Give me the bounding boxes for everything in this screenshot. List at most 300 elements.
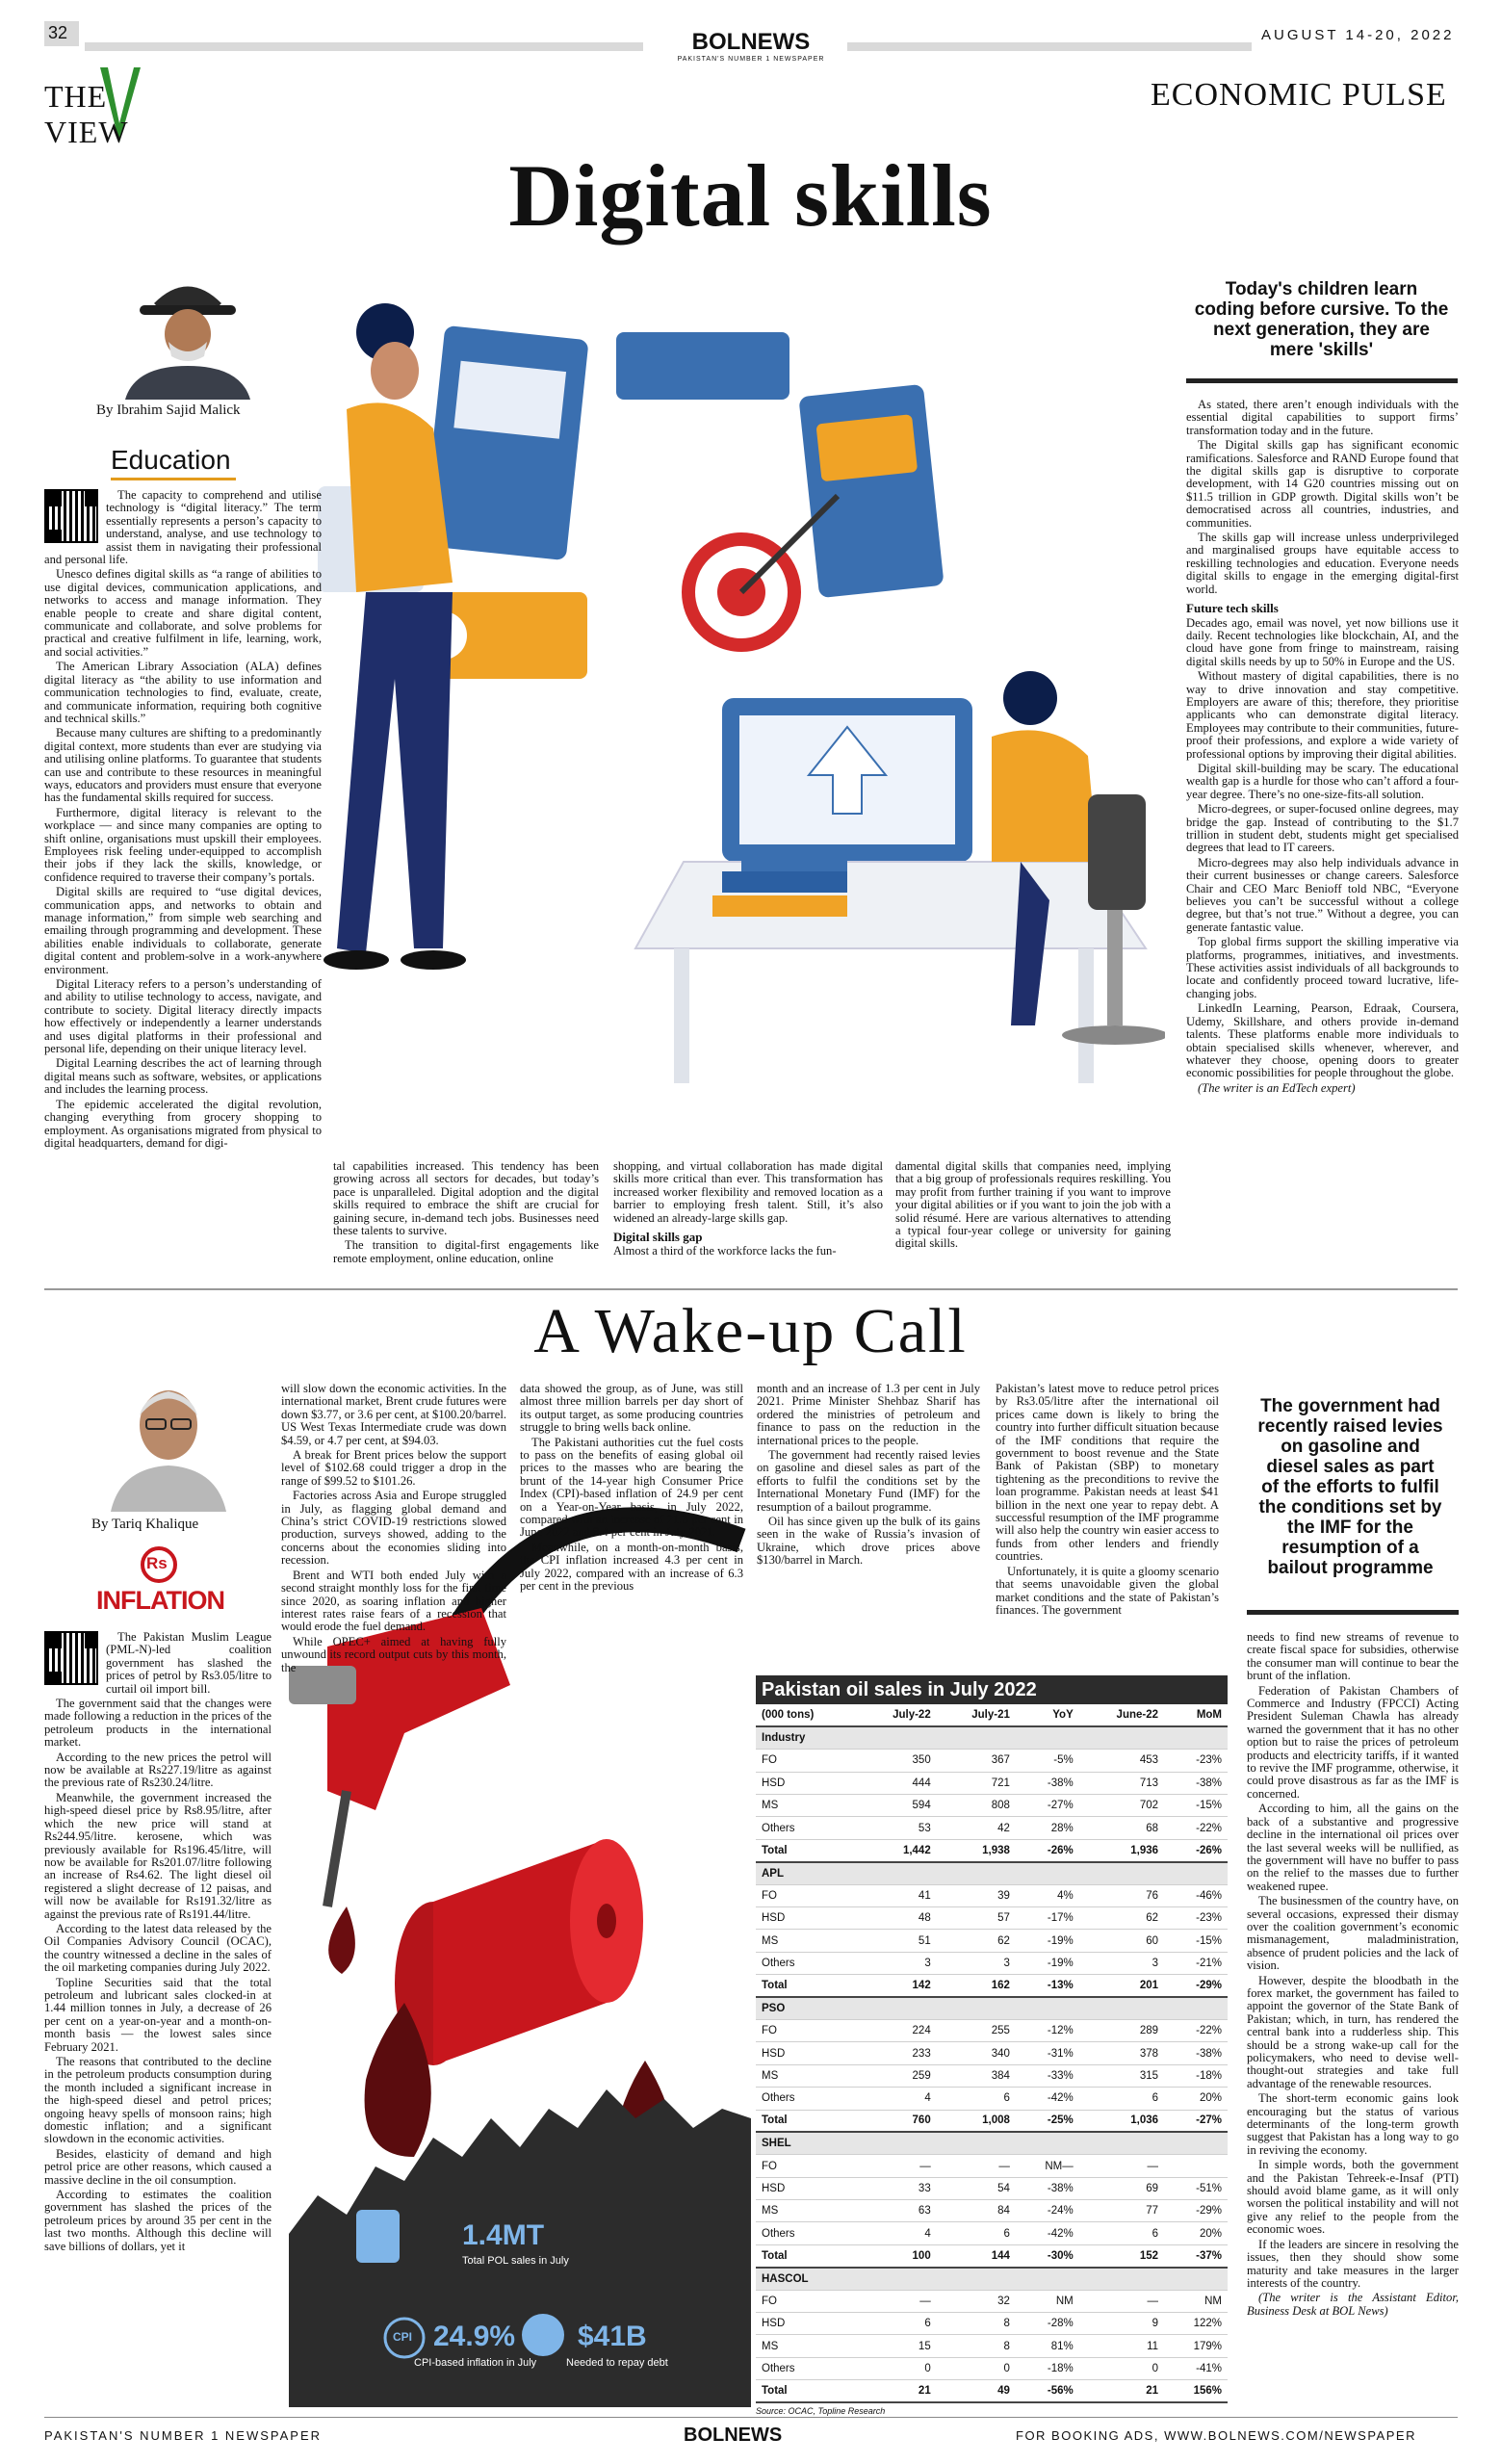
table-cell: 1,442	[858, 1839, 937, 1861]
author2-avatar	[106, 1377, 231, 1512]
table-group-row	[756, 2268, 1228, 2290]
paragraph: A break for Brent prices below the support level of $102.68 could trigger a drop in the range of $99.52 to $101.26.	[281, 1448, 506, 1488]
paragraph: Decades ago, email was novel, yet now billions use it daily. Recent technologies like blockchain, AI, and the cloud have gone from fringe to mainstream, raising digital skills needs by up to 50% in Europe and the US.	[1186, 615, 1459, 668]
table-cell: 6	[937, 2222, 1016, 2244]
table-cell: Others	[756, 1952, 858, 1974]
table-cell: 57	[937, 1907, 1016, 1930]
paper-name: BOLNEWS	[691, 29, 811, 55]
table-cell: 156%	[1164, 2380, 1228, 2402]
table-cell: 9	[1079, 2313, 1164, 2335]
table-cell: -15%	[1164, 1795, 1228, 1817]
table-row	[756, 1772, 1228, 1794]
table-cell: Total	[756, 2244, 858, 2267]
pull-quote-rule	[1247, 1610, 1459, 1615]
table-row	[756, 2064, 1228, 2087]
paper-tagline: PAKISTAN'S NUMBER 1 NEWSPAPER	[677, 56, 825, 63]
paragraph: Furthermore, digital literacy is relevant to the workplace — and since many companies are opting to shift online, organisations must upskill their employees. Employees risk feeling under-equipped to accomplish their jobs if they lack the skills, knowledge, or confidence required to traverse their company’s portals.	[44, 805, 322, 884]
table-cell: Total	[756, 1975, 858, 1997]
table-cell: 49	[937, 2380, 1016, 2402]
table-row	[756, 1907, 1228, 1930]
table-row	[756, 2380, 1228, 2402]
table-cell: 39	[937, 1884, 1016, 1906]
table-cell: FO	[756, 2155, 858, 2177]
table-cell: 378	[1079, 2042, 1164, 2064]
table-cell: 594	[858, 1795, 937, 1817]
section-left-label: THE VIEW	[44, 79, 129, 149]
table-cell: MS	[756, 2200, 858, 2222]
table-cell: 224	[858, 2019, 937, 2041]
article2-column-1	[44, 1631, 272, 2406]
stat-cpi-label: CPI-based inflation in July	[414, 2357, 537, 2369]
cpi-icon: CPI	[393, 2330, 413, 2344]
table-cell: FO	[756, 2290, 858, 2312]
table-cell: -23%	[1164, 1750, 1228, 1772]
paragraph: Digital skills are required to “use digital devices, communication apps, and networks to obtain and manage information,” from simple web searching and emailing through programming and development. These abilities enable individuals to collaborate, generate digital content and problem-solve in a work-anywhere environment.	[44, 885, 322, 976]
stat-cpi-value: 24.9%	[433, 2321, 516, 2352]
article2-category: INFLATION	[96, 1586, 224, 1615]
table-cell: -19%	[1016, 1930, 1079, 1952]
table-cell: 42	[937, 1817, 1016, 1839]
paragraph: Top global firms support the skilling imperative via platforms, programmes, initiatives, and investments. These activities assist individuals of all backgrounds to locate and confidently proceed toward lucrative, life-changing jobs.	[1186, 935, 1459, 1000]
table-cell: -25%	[1016, 2110, 1079, 2132]
table-cell: June-22	[1079, 1704, 1164, 1726]
pull-quote-rule	[1186, 378, 1458, 383]
paragraph: According to estimates the coalition government has slashed the prices of the petroleum prices by around 35 per cent in the last two months. Although this decline will save billions of dollars, yet it	[44, 2188, 272, 2253]
article2-column-4	[757, 1383, 980, 1652]
paragraph: Besides, elasticity of demand and high petrol price are other reasons, which caused a massive decline in the oil consumption.	[44, 2146, 272, 2187]
paragraph: Without mastery of digital capabilities, there is no way to drive innovation and stay competitive. Employers are aware of this; therefore, they prioritise applicants who can demonstrate digital literacy. Employees may contribute to their communities, future-proof their professions, and explore a wide variety of professional options by improving their digital abilities.	[1186, 669, 1459, 761]
table-group-label: HASCOL	[756, 2268, 1228, 2290]
paragraph: will slow down the economic activities. In the international market, Brent crude futures were down $3.77, or 3.6 per cent, at $100.20/barrel. US West Texas Intermediate crude was down $4.59, or 4.7 per cent, at $94.03.	[281, 1383, 506, 1447]
table-group-label: Industry	[756, 1726, 1228, 1749]
table-cell: 713	[1079, 1772, 1164, 1794]
masthead-rule-left	[85, 42, 643, 51]
article1-column-1	[44, 489, 322, 1269]
table-cell: MS	[756, 2335, 858, 2357]
table-cell: 76	[1079, 1884, 1164, 1906]
paper-logo[interactable]	[669, 29, 833, 63]
table-cell: -41%	[1164, 2357, 1228, 2379]
table-cell: -29%	[1164, 1975, 1228, 1997]
paragraph: Digital Literacy refers to a person’s understanding of and ability to utilise technology to access, navigate, and contribute to society. Digital literacy directly impacts how effectively or independently a learner understands and uses digital platforms in their professional and personal life, depending on their unique literacy level.	[44, 977, 322, 1056]
article2-headline: A Wake-up Call	[533, 1296, 968, 1366]
table-cell: 201	[1079, 1975, 1164, 1997]
table-cell: 4	[858, 2088, 937, 2110]
digital-skills-illustration	[318, 274, 1165, 1093]
table-row	[756, 2244, 1228, 2267]
table-header-row	[756, 1704, 1228, 1726]
paragraph: Digital Learning describes the act of learning through digital means such as software, websites, or applications and includes the learning process.	[44, 1056, 322, 1097]
table-cell: FO	[756, 1750, 858, 1772]
footer-right[interactable]: FOR BOOKING ADS, WWW.BOLNEWS.COM/NEWSPAPER	[1016, 2428, 1416, 2443]
qr-code-icon[interactable]	[44, 1631, 98, 1685]
table-cell: 162	[937, 1975, 1016, 1997]
table-group-label: SHEL	[756, 2132, 1228, 2154]
table-cell: -5%	[1016, 1750, 1079, 1772]
article1-pull-quote: Today's children learn coding before cursive. To the next generation, they are mere 'skills'	[1194, 279, 1449, 360]
table-cell: July-22	[858, 1704, 937, 1726]
table-cell: 54	[937, 2177, 1016, 2199]
table-cell: FO	[756, 2019, 858, 2041]
table-cell: -18%	[1164, 2064, 1228, 2087]
paragraph: Micro-degrees may also help individuals advance in their current businesses or change careers. Salesforce Chair and CEO Marc Benioff told NBC, “Everyone believes you can’t be successful without a college degree, but that’s not true.” Without a degree, you can generate fantastic value.	[1186, 855, 1459, 934]
table-cell	[1164, 2155, 1228, 2177]
section-economic-pulse: ECONOMIC PULSE	[1151, 77, 1447, 113]
table-cell: 33	[858, 2177, 937, 2199]
article2-column-6	[1247, 1631, 1459, 2411]
table-group-row	[756, 2132, 1228, 2154]
paragraph: In simple words, both the government and the Pakistan Tehreek-e-Insaf (PTI) should avoid blame game, as it will only worsen the political instability and will not give any relief to the people from the economic woes.	[1247, 2158, 1459, 2237]
table-cell: -27%	[1164, 2110, 1228, 2132]
table-row	[756, 2088, 1228, 2110]
table-cell: 1,936	[1079, 1839, 1164, 1861]
paragraph: Because many cultures are shifting to a predominantly digital context, more students than ever are studying via and utilising online platforms. To guarantee that students can use and contribute to these resources in meaningful ways, educators and providers must ensure that everyone has the fundamental skills required for success.	[44, 726, 322, 805]
table-cell: 444	[858, 1772, 937, 1794]
table-cell: 289	[1079, 2019, 1164, 2041]
paragraph: needs to find new streams of revenue to create fiscal space for subsidies, otherwise the consumer man will continue to bear the brunt of the inflation.	[1247, 1631, 1459, 1683]
paragraph: The American Library Association (ALA) defines digital literacy as “the ability to use information and communication technologies to find, evaluate, create, and communicate information, requiring both cognitive and technical skills.”	[44, 660, 322, 725]
table-cell: 21	[1079, 2380, 1164, 2402]
paragraph: According to the new prices the petrol will now be available at Rs227.19/litre as against the previous rate of Rs230.24/litre.	[44, 1750, 272, 1790]
table-cell: 8	[937, 2335, 1016, 2357]
table-cell: 0	[937, 2357, 1016, 2379]
category-underline	[111, 478, 236, 480]
paragraph: Unesco defines digital skills as “a range of abilities to use digital devices, communication applications, and networks to access and manage information. They enable people to create and share digital content, communicate and collaborate, and solve problems for practical and creative fulfilment in life, learning, work, and social activities.”	[44, 567, 322, 659]
table-row	[756, 1884, 1228, 1906]
table-group-row	[756, 1726, 1228, 1749]
table-cell: -38%	[1164, 2042, 1228, 2064]
table-row	[756, 2313, 1228, 2335]
table-cell: 453	[1079, 1750, 1164, 1772]
article1-column-5	[1186, 399, 1459, 1275]
table-cell: 3	[858, 1952, 937, 1974]
table-group-row	[756, 1997, 1228, 2019]
paragraph: Unfortunately, it is quite a gloomy scenario that seems unavoidable given the global market conditions and the state of Pakistan’s finances. The government	[996, 1564, 1219, 1617]
masthead-rule-right	[847, 42, 1252, 51]
table-cell: 62	[1079, 1907, 1164, 1930]
table-cell: -22%	[1164, 1817, 1228, 1839]
paragraph: Federation of Pakistan Chambers of Commerce and Industry (FPCCI) Acting President Suleman Chawla has already warned the government that it has no other option but to raise the prices of petroleum products and electricity tariffs, if it wanted to revive the IMF programme, otherwise, it could prove disastrous as far as the IMF is concerned.	[1247, 1683, 1459, 1801]
table-cell: -17%	[1016, 1907, 1079, 1930]
table-cell: -30%	[1016, 2244, 1079, 2267]
table-cell: 21	[858, 2380, 937, 2402]
table-cell: -13%	[1016, 1975, 1079, 1997]
table-cell: Others	[756, 2357, 858, 2379]
subheading: Future tech skills	[1186, 601, 1279, 616]
table-cell: 6	[1079, 2088, 1164, 2110]
table-cell: NM	[1016, 2290, 1079, 2312]
table-row	[756, 1817, 1228, 1839]
table-cell: YoY	[1016, 1704, 1079, 1726]
paragraph: Meanwhile, on a month-on-month basis, the CPI inflation increased 4.3 per cent in July 2022, compared with an increase of 6.3 per cent in the previous	[520, 1540, 743, 1594]
table-row	[756, 1952, 1228, 1974]
table-cell: 0	[1079, 2357, 1164, 2379]
table-cell: (000 tons)	[756, 1704, 858, 1726]
qr-code-icon[interactable]	[44, 489, 98, 543]
table-cell: 20%	[1164, 2088, 1228, 2110]
table-cell: Others	[756, 2222, 858, 2244]
table-cell: 1,938	[937, 1839, 1016, 1861]
paragraph: Topline Securities said that the total petroleum and lubricant sales clocked-in at 1.44 million tonnes in July, a decrease of 26 per cent on a year-on-year and a month-on-month basis — the lowest sales since February 2021.	[44, 1975, 272, 2054]
table-cell: -56%	[1016, 2380, 1079, 2402]
stat-pol-sales-label: Total POL sales in July	[462, 2255, 569, 2267]
paragraph: tal capabilities increased. This tendency has been growing across all sectors for decades, but today’s pace is unparalleled. Digital adoption and the digital skills required to embrace the shift are crucial for gaining secure, in-demand tech jobs. Businesses need these talents to survive.	[333, 1160, 599, 1238]
paragraph: The capacity to comprehend and utilise technology is “digital literacy.” The term essentially represents a person’s capacity to understand, analyse, and use technology to assist them in navigating their professional and personal life.	[44, 489, 322, 567]
table-cell: 3	[1079, 1952, 1164, 1974]
table-cell: HSD	[756, 1907, 858, 1930]
table-row	[756, 1839, 1228, 1861]
article2-pull-quote: The government had recently raised levies on gasoline and diesel sales as part of the efforts to fulfil the conditions set by the IMF for the resumption of a bailout programme	[1257, 1396, 1443, 1578]
article2-column-5	[996, 1383, 1219, 1672]
table-cell: 233	[858, 2042, 937, 2064]
table-cell: 48	[858, 1907, 937, 1930]
table-cell: 28%	[1016, 1817, 1079, 1839]
table-cell: NM	[1164, 2290, 1228, 2312]
table-cell: 62	[937, 1930, 1016, 1952]
table-cell: -28%	[1016, 2313, 1079, 2335]
paragraph: If the leaders are sincere in resolving the issues, then they should show some maturity and take measures in the larger interests of the country.	[1247, 2237, 1459, 2290]
paragraph: The reasons that contributed to the decline in the petroleum products consumption during the month included a significant increase in the high-speed diesel and petrol prices; ongoing heavy spells of monsoon rains; high domestic inflation; and a significant slowdown in the economic activities.	[44, 2055, 272, 2146]
table-cell: 4%	[1016, 1884, 1079, 1906]
table-cell: -21%	[1164, 1952, 1228, 1974]
table-cell: -27%	[1016, 1795, 1079, 1817]
table-cell: 32	[937, 2290, 1016, 2312]
table-cell: 8	[937, 2313, 1016, 2335]
footer-rule-left	[44, 2417, 1458, 2418]
table-cell: -37%	[1164, 2244, 1228, 2267]
table-cell: MS	[756, 1930, 858, 1952]
table-cell: 1,008	[937, 2110, 1016, 2132]
table-row	[756, 1750, 1228, 1772]
table-cell: 6	[1079, 2222, 1164, 2244]
table-cell: 3	[937, 1952, 1016, 1974]
table-cell: -42%	[1016, 2222, 1079, 2244]
table-cell: HSD	[756, 2042, 858, 2064]
table-cell: Others	[756, 2088, 858, 2110]
table-row	[756, 2042, 1228, 2064]
paragraph: Meanwhile, the government increased the high-speed diesel price by Rs8.95/litre, after which the new price will stand at Rs244.95/litre. kerosene, which was previously available for Rs196.45/litre, will now be available for Rs201.07/litre following an increase of Rs4.62. The light diesel oil registered a slight decrease of 12 paisas, and will now be available for Rs191.32/litre as against the previous rate of Rs191.44/litre.	[44, 1790, 272, 1921]
table-row	[756, 2177, 1228, 2199]
table-cell: July-21	[937, 1704, 1016, 1726]
paragraph: Digital skill-building may be scary. The educational wealth gap is a hurdle for those who can’t afford a four-year degree. There’s no one-size-fits-all solution.	[1186, 761, 1459, 801]
paragraph: data showed the group, as of June, was still almost three million barrels per day short of its output target, as some producing countries struggle to bring wells back online.	[520, 1383, 743, 1435]
table-cell: 11	[1079, 2335, 1164, 2357]
table-row	[756, 2200, 1228, 2222]
table-row	[756, 2357, 1228, 2379]
table-cell: -26%	[1164, 1839, 1228, 1861]
paragraph: The skills gap will increase unless underprivileged and marginalised groups have equitable access to reskilling technologies and education. Everyone needs digital skills to engage in the emerging digital-first world.	[1186, 531, 1459, 596]
paragraph: month and an increase of 1.3 per cent in July 2021. Prime Minister Shehbaz Sharif has ordered the ministries of petroleum and finance to pass on the reduction in the international prices to the people.	[757, 1383, 980, 1447]
table-row	[756, 1975, 1228, 1997]
article1-category: Education	[111, 445, 231, 475]
table-cell: HSD	[756, 2313, 858, 2335]
table-cell: 60	[1079, 1930, 1164, 1952]
table-row	[756, 2110, 1228, 2132]
table-cell: 808	[937, 1795, 1016, 1817]
table-cell: —	[1079, 2290, 1164, 2312]
footer-logo[interactable]: BOLNEWS	[684, 2425, 783, 2446]
author2-byline: By Tariq Khalique	[91, 1517, 199, 1532]
paragraph: According to the latest data released by the Oil Companies Advisory Council (OCAC), the country witnessed a decline in the sales of the oil marketing companies during July 2022.	[44, 1921, 272, 1975]
article1-headline: Digital skills	[508, 146, 993, 245]
table-cell: 84	[937, 2200, 1016, 2222]
table-group-row	[756, 1862, 1228, 1884]
paragraph: The businessmen of the country have, on several occasions, expressed their dismay over the coalition government’s economic mismanagement, maladministration, absence of prudent policies and the lack of vision.	[1247, 1894, 1459, 1973]
paragraph: Factories across Asia and Europe struggled in July, as flagging global demand and China’s strict COVID-19 restrictions slowed production, surveys showed, adding to the concerns about the economies sliding into recession.	[281, 1489, 506, 1568]
paragraph: Micro-degrees, or super-focused online degrees, may bridge the gap. Instead of contributing to the $1.7 trillion in student debt, students might get specialised degrees that lead to IT careers.	[1186, 802, 1459, 855]
paragraph: While OPEC+ aimed at having fully unwound its record output cuts by this month, the	[281, 1634, 506, 1674]
issue-date: AUGUST 14-20, 2022	[1261, 27, 1455, 43]
inflation-badge	[96, 1545, 224, 1618]
table-cell: 315	[1079, 2064, 1164, 2087]
table-cell: 6	[858, 2313, 937, 2335]
table-cell: -38%	[1016, 1772, 1079, 1794]
table-cell: Total	[756, 2380, 858, 2402]
paragraph: The Pakistan Muslim League (PML-N)-led coalition government has slashed the prices of petrol by Rs3.05/litre to curtail oil import bill.	[106, 1631, 272, 1696]
table-group-label: APL	[756, 1862, 1228, 1884]
table-cell: FO	[756, 1884, 858, 1906]
paragraph: According to him, all the gains on the back of a substantive and progressive decline in the international oil prices over the last several weeks will be nullified, as the government will have no buffer to pass on the relief to the masses due to further weakened rupee.	[1247, 1802, 1459, 1893]
table-cell: 77	[1079, 2200, 1164, 2222]
article1-column-4	[895, 1160, 1171, 1276]
paragraph: Almost a third of the workforce lacks the fun-	[613, 1244, 837, 1258]
oil-sales-table-panel	[756, 1675, 1228, 2417]
table-cell: 702	[1079, 1795, 1164, 1817]
author1-byline: By Ibrahim Sajid Malick	[96, 402, 241, 418]
table-cell: 20%	[1164, 2222, 1228, 2244]
table-cell: 384	[937, 2064, 1016, 2087]
table-cell: -15%	[1164, 1930, 1228, 1952]
stat-pol-sales-value: 1.4MT	[462, 2219, 545, 2251]
table-cell: NM—	[1016, 2155, 1079, 2177]
table-cell: -31%	[1016, 2042, 1079, 2064]
table-cell: -26%	[1016, 1839, 1079, 1861]
table-cell: 122%	[1164, 2313, 1228, 2335]
writer-note: (The writer is the Assistant Editor, Business Desk at BOL News)	[1247, 2291, 1459, 2318]
paragraph: Pakistan’s latest move to reduce petrol prices by Rs3.05/litre after the international oil prices came down is likely to bring the country into further difficult situation because of the IMF conditions that require the government to boost revenue and the State Bank of Pakistan (SBP) to monetary tightening as the preconditions to revive the loan programme. Pakistan needs at least $41 billion in the next one year to repay debt. A successful resumption of the IMF programme will also help the country win easier access to funds from other lenders and friendly countries.	[996, 1383, 1219, 1564]
table-cell: 144	[937, 2244, 1016, 2267]
paragraph: shopping, and virtual collaboration has made digital skills more critical than ever. This transformation has increased worker flexibility and removed location as a barrier to employing fresh talent. Still, it’s also widened an already-large skills gap.	[613, 1160, 883, 1225]
table-cell: 69	[1079, 2177, 1164, 2199]
table-cell: -38%	[1164, 1772, 1228, 1794]
table-cell: 1,036	[1079, 2110, 1164, 2132]
table-cell: 152	[1079, 2244, 1164, 2267]
table-cell: 81%	[1016, 2335, 1079, 2357]
table-cell: 68	[1079, 1817, 1164, 1839]
table-cell: 340	[937, 2042, 1016, 2064]
paragraph: LinkedIn Learning, Pearson, Edraak, Coursera, Udemy, Skillshare, and others provide in-demand talents. These platforms enable more individuals to obtain specialised skills whenever, wherever, and whatever they choose, opening doors to greater economic possibilities for people throughout the globe.	[1186, 1001, 1459, 1080]
paragraph: The government had recently raised levies on gasoline and diesel sales as part of the efforts to fulfil the conditions set by the International Monetary Fund (IMF) for the resumption of a bailout programme.	[757, 1448, 980, 1514]
table-cell: MS	[756, 2064, 858, 2087]
table-cell: —	[858, 2290, 937, 2312]
table-cell: 367	[937, 1750, 1016, 1772]
section-the-view	[44, 58, 179, 149]
table-cell: —	[858, 2155, 937, 2177]
table-group-label: PSO	[756, 1997, 1228, 2019]
table-cell: 6	[937, 2088, 1016, 2110]
table-cell: 179%	[1164, 2335, 1228, 2357]
table-cell: 51	[858, 1930, 937, 1952]
table-cell: Total	[756, 1839, 858, 1861]
paragraph: However, despite the bloodbath in the forex market, the government has failed to appoint the governor of the State Bank of Pakistan; which, in turn, has rendered the central bank into a rudderless ship. This should be a strong wake-up call for the policymakers, who need to devise well-thought-out strategies and take full advantage of the renewable resources.	[1247, 1973, 1459, 2090]
table-row	[756, 2290, 1228, 2312]
table-cell: 142	[858, 1975, 937, 1997]
table-cell: HSD	[756, 1772, 858, 1794]
footer-left: PAKISTAN'S NUMBER 1 NEWSPAPER	[44, 2428, 323, 2443]
table-cell: -24%	[1016, 2200, 1079, 2222]
article2-column-2	[281, 1383, 506, 1715]
table-cell: -23%	[1164, 1907, 1228, 1930]
table-cell: -51%	[1164, 2177, 1228, 2199]
table-cell: Others	[756, 1817, 858, 1839]
table-cell: MoM	[1164, 1704, 1228, 1726]
table-cell: 15	[858, 2335, 937, 2357]
table-cell: MS	[756, 1795, 858, 1817]
table-cell: -46%	[1164, 1884, 1228, 1906]
page-number: 32	[48, 23, 68, 42]
oil-sales-table	[756, 1704, 1228, 2403]
table-cell: -22%	[1164, 2019, 1228, 2041]
table-cell: 0	[858, 2357, 937, 2379]
section-divider	[44, 1288, 1458, 1290]
table-cell: 721	[937, 1772, 1016, 1794]
writer-note: (The writer is an EdTech expert)	[1198, 1080, 1356, 1095]
paragraph: The short-term economic gains look encouraging but the status of various determinants of the long-term growth suggest that Pakistan has a long way to go in reviving the economy.	[1247, 2091, 1459, 2157]
table-cell: 760	[858, 2110, 937, 2132]
table-cell: HSD	[756, 2177, 858, 2199]
table-cell: —	[937, 2155, 1016, 2177]
paragraph: The epidemic accelerated the digital revolution, changing everything from grocery shopping to employment. As organisations migrated from physical to digital headquarters, demand for digi-	[44, 1097, 322, 1150]
table-row	[756, 1930, 1228, 1952]
table-cell: —	[1079, 2155, 1164, 2177]
table-cell: -12%	[1016, 2019, 1079, 2041]
table-cell: Total	[756, 2110, 858, 2132]
paragraph: damental digital skills that companies need, implying that a big group of professionals requires reskilling. You may profit from further training if you want to improve your digital abilities or if you want to join the job with a solid résumé. Here are various alternatives to attending a typical four-year college or university for gaining digital skills.	[895, 1160, 1171, 1251]
subheading: Digital skills gap	[613, 1230, 703, 1245]
table-cell: 259	[858, 2064, 937, 2087]
paragraph: Brent and WTI both ended July with a second straight monthly loss for the first time since 2020, as soaring inflation and higher interest rates raise fears of a recession that would erode the fuel demand.	[281, 1568, 506, 1634]
article2-column-3	[520, 1383, 743, 1652]
table-row	[756, 2019, 1228, 2041]
stat-debt-value: $41B	[578, 2321, 647, 2352]
table-row	[756, 2335, 1228, 2357]
paragraph: The Pakistani authorities cut the fuel costs to pass on the benefits of easing global oil prices to the masses who are bearing the brunt of the 14-year high Consumer Price Index (CPI)-based inflation of 24.9 per cent on a Year-on-Year basis, in July 2022, compared with an increase of 21.3 per cent in June 2022 and 8.4 per cent in July 2021.	[520, 1435, 743, 1540]
table-cell: 63	[858, 2200, 937, 2222]
table-cell: -33%	[1016, 2064, 1079, 2087]
inflation-badge-symbol: Rs	[146, 1554, 168, 1572]
table-cell: -42%	[1016, 2088, 1079, 2110]
table-cell: 255	[937, 2019, 1016, 2041]
paragraph: The government said that the changes were made following a reduction in the prices of the petroleum products in the international market.	[44, 1697, 272, 1750]
table-row	[756, 1795, 1228, 1817]
article1-column-3	[613, 1160, 883, 1276]
paragraph: As stated, there aren’t enough individuals with the essential digital capabilities to support firms’ transformation today and in the future.	[1186, 399, 1459, 437]
table-row	[756, 2155, 1228, 2177]
oil-sales-table-title: Pakistan oil sales in July 2022	[756, 1675, 1228, 1704]
table-cell: -19%	[1016, 1952, 1079, 1974]
oil-sales-source: Source: OCAC, Topline Research	[756, 2406, 886, 2417]
table-cell: 4	[858, 2222, 937, 2244]
table-cell: 100	[858, 2244, 937, 2267]
paragraph: Oil has since given up the bulk of its gains seen in the wake of Russia’s invasion of Ukraine, which drove prices above $130/barrel in March.	[757, 1515, 980, 1568]
table-cell: -18%	[1016, 2357, 1079, 2379]
table-cell: 41	[858, 1884, 937, 1906]
author1-avatar	[116, 265, 260, 400]
table-cell: -29%	[1164, 2200, 1228, 2222]
paragraph: The Digital skills gap has significant economic ramifications. Salesforce and RAND Europe found that the digital skills gap is disruptive to corporate development, with 14 G20 countries missing out on $11.5 trillion in GDP growth. Digital skills won’t be democratised across all countries, industries, and communities.	[1186, 438, 1459, 530]
table-cell: 53	[858, 1817, 937, 1839]
table-row	[756, 2222, 1228, 2244]
